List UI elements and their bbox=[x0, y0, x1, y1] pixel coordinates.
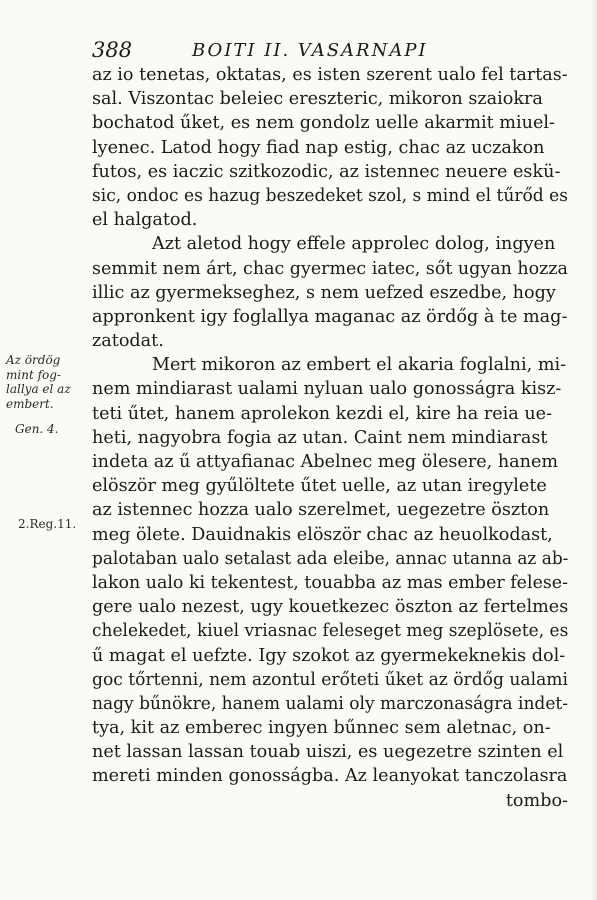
text-line: mereti minden gonosságba. Az leanyokat tanczolasra bbox=[92, 766, 568, 787]
text-line: meg ölete. Dauidnakis elöször chac az heuolkodast, bbox=[92, 524, 553, 545]
text-line: gere ualo nezest, ugy kouetkezec öszton az fertelmes bbox=[92, 597, 569, 618]
page-number: 388 bbox=[92, 38, 133, 62]
text-line: goc tőrtenni, nem azontul erőteti űket az ördőg ualami bbox=[92, 669, 569, 690]
text-line: el halgatod. bbox=[92, 210, 198, 231]
text-line: az io tenetas, oktatas, es isten szerent ualo fel tartas- bbox=[92, 65, 568, 85]
running-head bbox=[92, 38, 572, 62]
text-line: net lassan lassan touab uiszi, es uegezetre szinten el bbox=[92, 742, 564, 763]
text-line: lyenec. Latod hogy fiad nap estig, chac az uczakon bbox=[92, 137, 545, 158]
text-line: az istennec hozza ualo szerelmet, uegezetre öszton bbox=[92, 500, 550, 521]
body-text bbox=[92, 63, 568, 813]
text-line: bochatod űket, es nem gondolz uelle akarmit miuel- bbox=[92, 113, 555, 134]
text-line: zatodat. bbox=[92, 331, 164, 352]
text-line: ű magat el uefzte. Igy szokot az gyermekeknekis dol- bbox=[92, 645, 566, 666]
text-line: sal. Viszontac beleiec ereszteric, mikoron szaiokra bbox=[92, 89, 543, 110]
text-line: palotaban ualo setalast ada eleibe, annac utanna az ab- bbox=[92, 548, 569, 569]
paragraph-start-line: Mert mikoron az embert el akaria foglalni, mi- bbox=[152, 355, 567, 376]
text-line: nem mindiarast ualami nyluan ualo gonosságra kisz- bbox=[92, 379, 562, 400]
text-line: appronkent igy foglallya maganac az ördőg à te mag- bbox=[92, 306, 568, 327]
running-title: BOITI II. VASARNAPI bbox=[192, 40, 428, 61]
margin-note-ordog: Az ördög mint fog- lallya el az embert. bbox=[6, 353, 71, 411]
paragraph-start-line: Azt aletod hogy effele approlec dolog, ingyen bbox=[152, 234, 556, 255]
text-line: chelekedet, kiuel vriasnac feleseget meg szeplösete, es bbox=[92, 621, 569, 642]
text-line: sic, ondoc es hazug beszedeket szol, s mind el tűrőd es bbox=[92, 185, 568, 206]
page-edge bbox=[591, 0, 597, 900]
text-line: futos, es iaczic szitkozodic, az istennec neuere eskü- bbox=[92, 161, 561, 182]
text-line: tya, kit az emberec ingyen bűnnec sem aletnac, on- bbox=[92, 718, 551, 739]
text-line: indeta az ű attyafianac Abelnec meg ölesere, hanem bbox=[92, 452, 559, 472]
text-line: semmit nem árt, chac gyermec iatec, sőt ugyan hozza bbox=[92, 258, 568, 279]
text-line: nagy bűnökre, hanem ualami oly marczonaságra indet- bbox=[92, 693, 569, 714]
text-line: lakon ualo ki tekentest, touabba az mas ember felese- bbox=[92, 572, 569, 593]
margin-note-genesis: Gen. 4. bbox=[15, 422, 59, 436]
text-line: teti űtet, hanem aprolekon kezdi el, kire ha reia ue- bbox=[92, 403, 553, 424]
margin-note-kings: 2.Reg.11. bbox=[18, 517, 77, 531]
text-line: heti, nagyobra fogia az utan. Caint nem mindiarast bbox=[92, 427, 548, 448]
text-line: illic az gyermekseghez, s nem uefzed eszedbe, hogy bbox=[92, 282, 556, 303]
text-line: elöször meg gyűlöltete űtet uelle, az utan iregylete bbox=[92, 476, 547, 497]
catchword: tombo- bbox=[505, 790, 568, 811]
